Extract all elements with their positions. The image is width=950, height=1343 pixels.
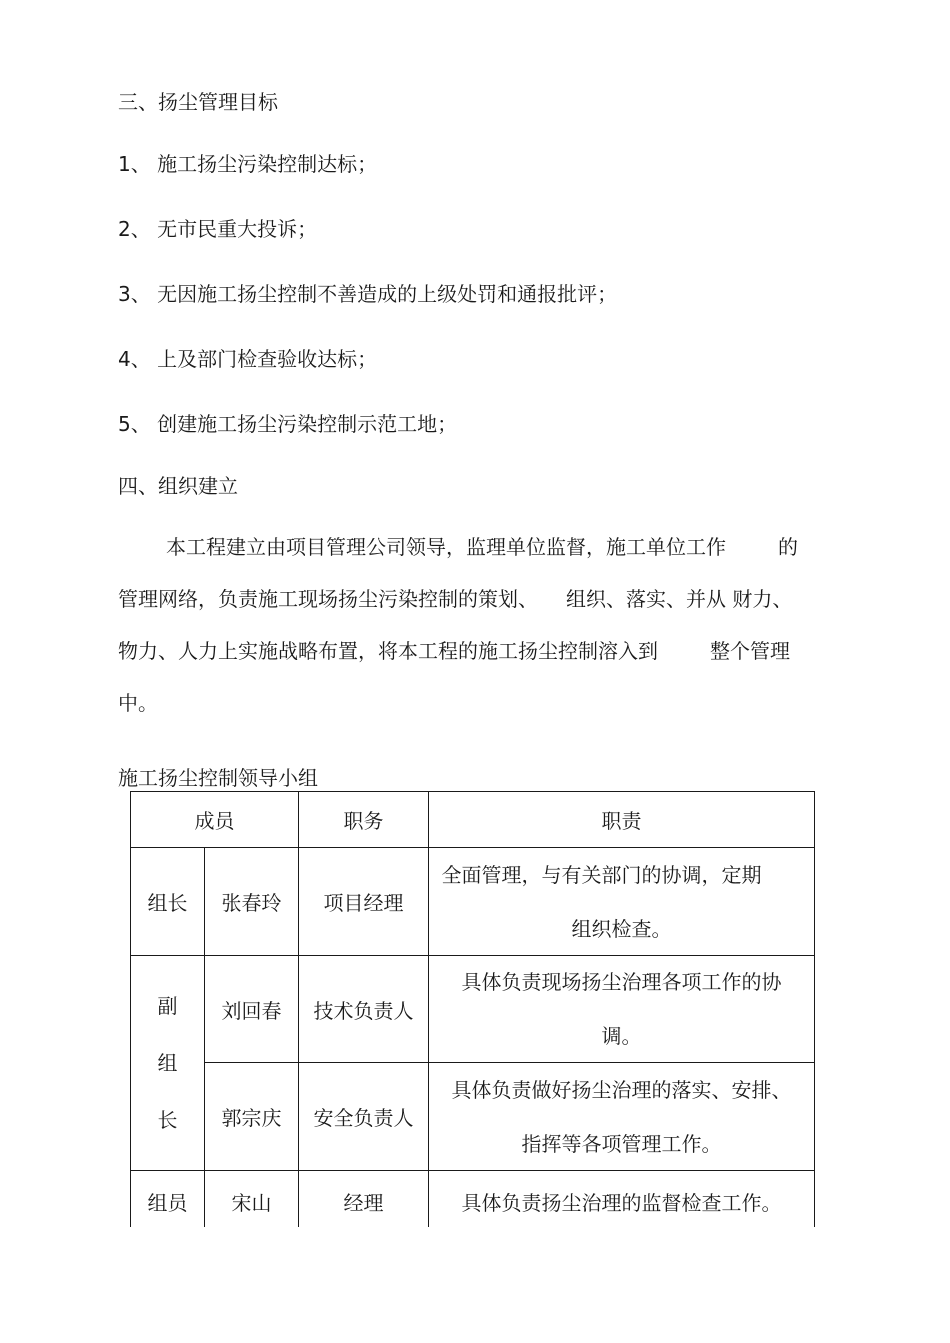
paragraph-line2-text: 管理网络，负责施工现场扬尘污染控制的策划、 [118,587,538,611]
member-duty: 具体负责扬尘治理的监督检查工作。 [461,1190,782,1215]
leader-role: 组长 [147,891,188,915]
paragraph-line3-end: 整个管理 [710,639,790,663]
deputy-role-char: 副 [157,993,178,1018]
leader-duty [429,848,814,955]
member-role: 组员 [147,1190,188,1215]
leader-position: 项目经理 [323,891,404,915]
header-duty: 职责 [601,809,642,833]
deputy1-position: 技术负责人 [313,998,414,1023]
header-member: 成员 [194,809,235,833]
section3-heading: 三、扬尘管理目标 [118,90,278,114]
table-right-border [814,791,815,1227]
leader-duty-line2: 组织检查。 [571,916,672,941]
leader-name: 张春玲 [221,891,282,915]
deputy-role [131,956,204,1170]
section4-heading: 四、组织建立 [118,474,238,498]
leader-duty-line1: 全面管理，与有关部门的协调，定期 [441,862,762,887]
deputy1-duty [429,956,814,1062]
paragraph-line2-end: 组织、落实、并从 财力、 [566,587,793,611]
header-position: 职务 [343,809,384,833]
paragraph-line4-text: 中。 [118,691,158,715]
goal-item-5: 5、 创建施工扬尘污染控制示范工地； [118,412,458,436]
goal-item-3: 3、 无因施工扬尘控制不善造成的上级处罚和通报批评； [118,282,618,306]
table-caption: 施工扬尘控制领导小组 [118,766,318,790]
paragraph-line3-text: 物力、人力上实施战略布置，将本工程的施工扬尘控制溶入到 [118,639,658,663]
goal-item-1: 1、 施工扬尘污染控制达标； [118,152,378,176]
deputy2-position: 安全负责人 [313,1106,414,1130]
goal-item-4: 4、 上及部门检查验收达标； [118,347,378,371]
paragraph-line1-text: 本工程建立由项目管理公司领导，监理单位监督，施工单位工作 [166,535,726,559]
goal-item-2: 2、 无市民重大投诉； [118,217,318,241]
organization-paragraph [118,521,830,729]
deputy2-duty [429,1063,814,1170]
paragraph-line1-end: 的 [778,535,798,559]
member-name: 宋山 [231,1190,272,1215]
deputy1-duty-line2: 调。 [601,1024,642,1048]
deputy1-name: 刘回春 [221,998,282,1023]
deputy2-duty-line2: 指挥等各项管理工作。 [521,1131,722,1156]
deputy-role-char: 长 [157,1107,178,1132]
member-position: 经理 [343,1190,384,1215]
deputy2-duty-line1: 具体负责做好扬尘治理的落实、安排、 [451,1077,792,1102]
deputy2-name: 郭宗庆 [221,1106,282,1130]
deputy1-duty-line1: 具体负责现场扬尘治理各项工作的协 [461,970,782,994]
deputy-role-char: 组 [157,1050,178,1075]
